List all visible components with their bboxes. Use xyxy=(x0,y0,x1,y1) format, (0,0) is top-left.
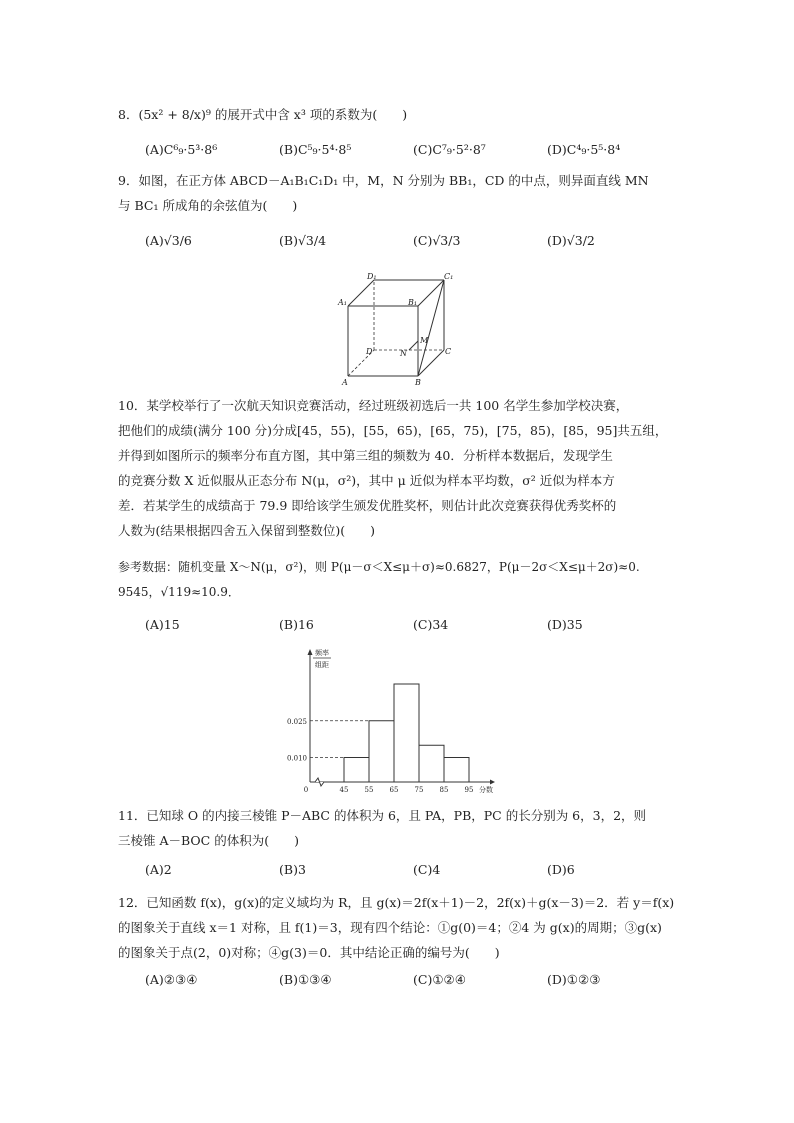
question-11-options xyxy=(145,862,665,884)
question-10-line-5: 差．若某学生的成绩高于 79.9 即给该学生颁发优胜奖杯，则估计此次竞赛获得优秀奖杯的 xyxy=(118,498,617,513)
question-10-line-6: 人数为(结果根据四舍五入保留到整数位)( ) xyxy=(118,523,376,538)
question-10-line-4: 的竞赛分数 X 近似服从正态分布 N(μ，σ²)，其中 μ 近似为样本平均数，σ² 近似为样本方 xyxy=(118,473,615,488)
q9-option-a[interactable]: (A)√3/6 xyxy=(145,233,192,248)
q8-option-c[interactable]: (C)C⁷₉·5²·8⁷ xyxy=(413,142,486,157)
label-m: M xyxy=(420,336,429,345)
axis-break xyxy=(315,778,324,786)
bar-5 xyxy=(444,758,469,783)
q12-option-c[interactable]: (C)①②④ xyxy=(413,972,466,987)
label-n: N xyxy=(400,349,407,358)
question-12-line-3: 的图象关于点(2，0)对称；④g(3)＝0．其中结论正确的编号为( ) xyxy=(118,945,500,960)
x-tick-label-1: 45 xyxy=(339,786,349,794)
origin-label: 0 xyxy=(303,786,309,794)
bar-1 xyxy=(344,758,369,783)
question-10-line-1: 10．某学校举行了一次航天知识竞赛活动，经过班级初选后一共 100 名学生参加学校决赛， xyxy=(118,398,629,413)
q9-option-b[interactable]: (B)√3/4 xyxy=(279,233,327,248)
question-12 xyxy=(118,890,678,965)
question-10-line-3: 并得到如图所示的频率分布直方图，其中第三组的频数为 40．分析样本数据后，发现学生 xyxy=(118,448,613,463)
x-axis-arrow xyxy=(490,780,495,785)
x-tick-label-5: 85 xyxy=(439,786,449,794)
question-9-line-2: 与 BC₁ 所成角的余弦值为( ) xyxy=(118,198,298,213)
q9-option-d[interactable]: (D)√3/2 xyxy=(547,233,595,248)
bar-4 xyxy=(419,745,444,782)
question-12-line-1: 12．已知函数 f(x)，g(x)的定义域均为 R，且 g(x)＝2f(x＋1)－2，2f(x)＋g(x－3)＝2．若 y＝f(x) xyxy=(118,895,675,910)
label-a: A xyxy=(342,378,348,387)
q11-option-b[interactable]: (B)3 xyxy=(279,862,306,877)
question-12-line-2: 的图象关于直线 x＝1 对称，且 f(1)＝3，现有四个结论：①g(0)＝4；②4 为 g(x)的周期；③g(x) xyxy=(118,920,662,935)
question-9 xyxy=(118,168,678,218)
q8-option-a[interactable]: (A)C⁶₉·5³·8⁶ xyxy=(145,142,218,157)
q8-option-d[interactable]: (D)C⁴₉·5⁵·8⁴ xyxy=(547,142,621,157)
q10-option-a[interactable]: (A)15 xyxy=(145,617,180,632)
q12-option-a[interactable]: (A)②③④ xyxy=(145,972,198,987)
segment-b-c1 xyxy=(418,280,444,376)
frequency-histogram xyxy=(280,645,500,795)
segment-m-n xyxy=(409,341,418,350)
question-9-line-1: 9．如图，在正方体 ABCD－A₁B₁C₁D₁ 中，M，N 分别为 BB₁，CD 的中点，则异面直线 MN xyxy=(118,173,649,188)
x-tick-label-2: 55 xyxy=(364,786,374,794)
question-12-options xyxy=(145,972,665,994)
x-tick-label-4: 75 xyxy=(414,786,424,794)
q10-option-c[interactable]: (C)34 xyxy=(413,617,449,632)
y-tick-label-2: 0.010 xyxy=(286,754,307,763)
question-10-reference xyxy=(118,555,678,605)
q10-option-b[interactable]: (B)16 xyxy=(279,617,314,632)
reference-line-2: 9545，√119≈10.9． xyxy=(118,585,240,599)
q12-option-d[interactable]: (D)①②③ xyxy=(547,972,601,987)
reference-line-1: 参考数据：随机变量 X～N(μ，σ²)，则 P(μ－σ＜X≤μ＋σ)≈0.6827，P(μ－2σ＜X≤μ＋2σ)≈0. xyxy=(118,560,640,574)
q11-option-c[interactable]: (C)4 xyxy=(413,862,441,877)
edge-a1-d1 xyxy=(348,280,374,306)
q8-option-b[interactable]: (B)C⁵₉·5⁴·8⁵ xyxy=(279,142,352,157)
question-11-line-2: 三棱锥 A－BOC 的体积为( ) xyxy=(118,833,299,848)
question-10 xyxy=(118,393,678,543)
question-10-options xyxy=(145,617,665,639)
question-10-line-2: 把他们的成绩(满分 100 分)分成[45，55)，[55，65)，[65，75)，[75，85)，[85，95]共五组， xyxy=(118,423,668,438)
histogram-bars xyxy=(344,684,469,782)
x-axis-label: 分数 xyxy=(479,786,493,794)
y-axis-arrow xyxy=(308,649,313,655)
q11-option-d[interactable]: (D)6 xyxy=(547,862,575,877)
label-d1: D₁ xyxy=(367,272,377,281)
y-tick-label-1: 0.025 xyxy=(286,717,307,726)
x-tick-label-3: 65 xyxy=(389,786,399,794)
q12-option-b[interactable]: (B)①③④ xyxy=(279,972,332,987)
q11-option-a[interactable]: (A)2 xyxy=(145,862,172,877)
q9-option-c[interactable]: (C)√3/3 xyxy=(413,233,461,248)
question-8-text: 8．(5x² + 8/x)⁹ 的展开式中含 x³ 项的系数为( ) xyxy=(118,107,408,122)
question-11 xyxy=(118,803,678,853)
label-b: B xyxy=(415,378,421,387)
label-c1: C₁ xyxy=(444,272,454,281)
cube-figure xyxy=(332,268,462,388)
question-8-options xyxy=(145,142,665,164)
label-b1: B₁ xyxy=(408,298,418,307)
bar-2 xyxy=(369,721,394,782)
label-d: D xyxy=(366,347,373,356)
x-tick-label-6: 95 xyxy=(464,786,474,794)
y-axis-label-bottom: 组距 xyxy=(315,661,329,669)
label-a1: A₁ xyxy=(338,298,347,307)
question-11-line-1: 11．已知球 O 的内接三棱锥 P－ABC 的体积为 6，且 PA，PB，PC 的长分别为 6，3，2，则 xyxy=(118,808,647,823)
y-axis-label-top: 频率 xyxy=(315,649,329,657)
bar-3 xyxy=(394,684,419,782)
question-9-options xyxy=(145,233,665,255)
label-c: C xyxy=(445,347,452,356)
q10-option-d[interactable]: (D)35 xyxy=(547,617,583,632)
question-8 xyxy=(118,102,678,127)
